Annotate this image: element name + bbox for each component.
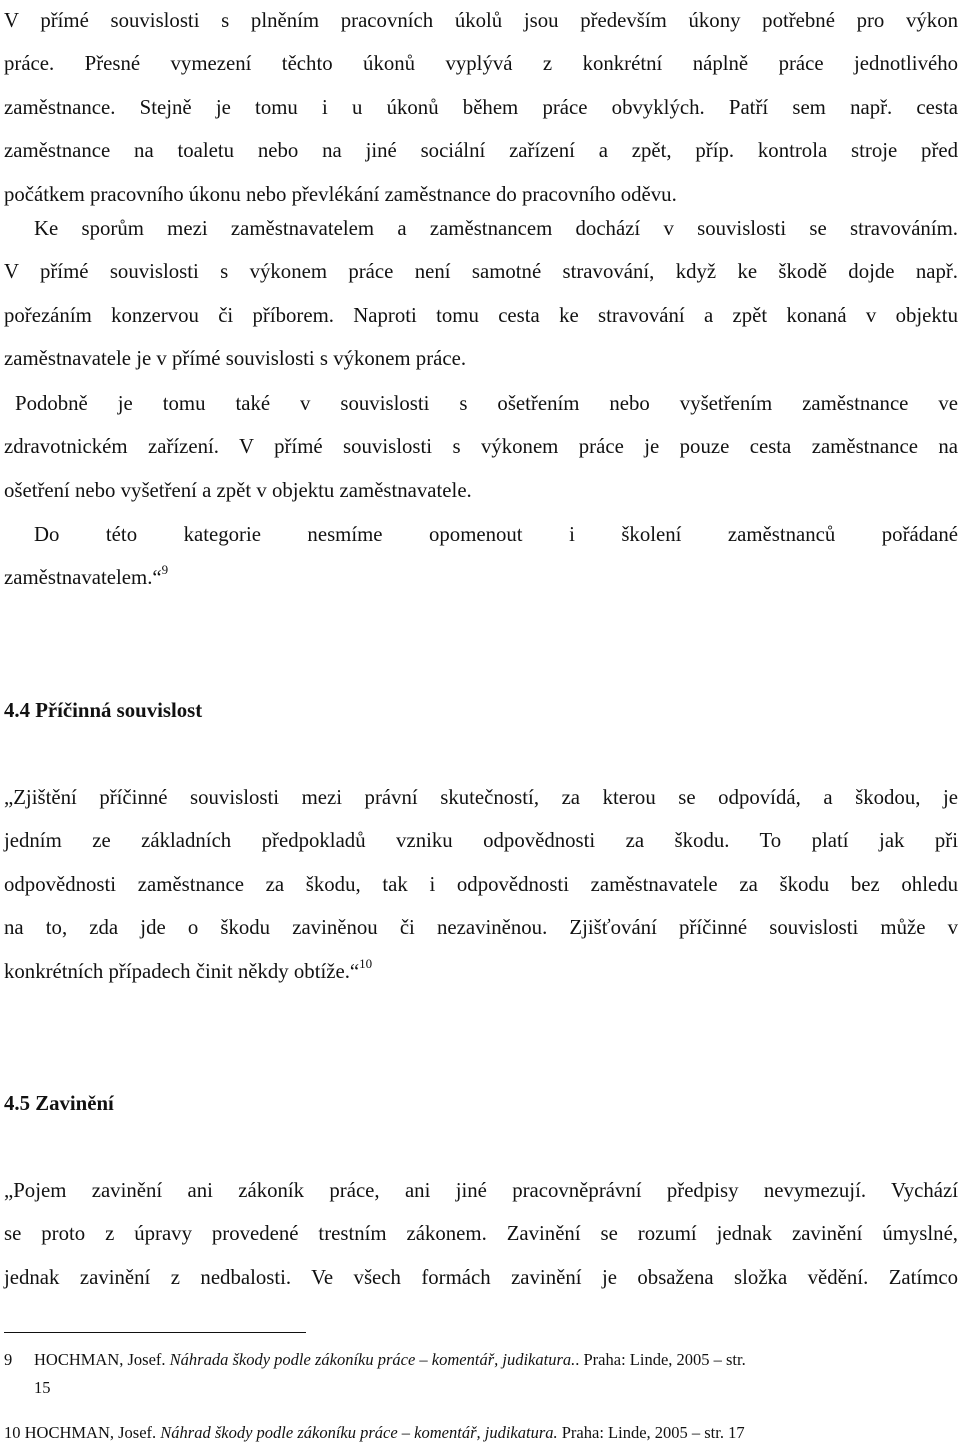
text-fragment: zaměstnavatelem.“ bbox=[4, 566, 162, 590]
text-line: Podobně je tomu také v souvislosti s ošetřením nebo vyšetřením zaměstnance ve bbox=[15, 392, 958, 415]
footnote-ref-10[interactable]: 10 bbox=[359, 955, 373, 971]
text-line: „Pojem zavinění ani zákoník práce, ani jiné pracovněprávní předpisy nevymezují. Vychází bbox=[4, 1179, 958, 1202]
footnote-publisher: . Praha: Linde, 2005 – str. bbox=[575, 1350, 746, 1369]
footnote-9 bbox=[4, 1346, 958, 1402]
paragraph-6 bbox=[4, 1169, 958, 1299]
footnote-page: 15 bbox=[34, 1378, 51, 1397]
text-line: se proto z úpravy provedené trestním zákonem. Zavinění se rozumí jednak zavinění úmyslné, bbox=[4, 1222, 958, 1246]
footnote-author: HOCHMAN, Josef. bbox=[34, 1350, 166, 1369]
footnote-author: HOCHMAN, Josef. bbox=[24, 1423, 157, 1442]
text-line: Do této kategorie nesmíme opomenout i školení zaměstnanců pořádané bbox=[34, 523, 958, 546]
footnote-title: Náhrada škody podle zákoníku práce – komentář, judikatura. bbox=[169, 1350, 576, 1369]
text-line bbox=[4, 556, 958, 599]
paragraph-5 bbox=[4, 776, 958, 993]
text-line: odpovědnosti zaměstnance za škodu, tak i odpovědnosti zaměstnavatele za škodu bez ohledu bbox=[4, 872, 958, 896]
text-line: Ke sporům mezi zaměstnavatelem a zaměstnancem dochází v souvislosti se stravováním. bbox=[34, 217, 958, 240]
text-line: „Zjištění příčinné souvislosti mezi právní skutečností, za kterou se odpovídá, a škodou, je bbox=[4, 786, 958, 809]
text-line: V přímé souvislosti s výkonem práce není samotné stravování, když ke škodě dojde např. bbox=[4, 260, 958, 284]
text-line: zdravotnickém zařízení. V přímé souvislosti s výkonem práce je pouze cesta zaměstnance na bbox=[4, 435, 958, 459]
text-line: na to, zda jde o škodu zaviněnou či nezaviněnou. Zjišťování příčinné souvislosti může v bbox=[4, 916, 958, 940]
section-heading-4-4: 4.4 Příčinná souvislost bbox=[4, 699, 203, 722]
section-heading-4-5: 4.5 Zavinění bbox=[4, 1092, 114, 1115]
footnote-title: Náhrad škody podle zákoníku práce – komentář, judikatura. bbox=[160, 1423, 558, 1442]
text-line: zaměstnavatele je v přímé souvislosti s výkonem práce. bbox=[4, 347, 467, 371]
footnote-10 bbox=[4, 1419, 958, 1447]
text-fragment: konkrétních případech činit někdy obtíže.“ bbox=[4, 959, 360, 983]
footnote-number: 10 bbox=[4, 1423, 21, 1442]
text-line: zaměstnance. Stejně je tomu i u úkonů během práce obvyklých. Patří sem např. cesta bbox=[4, 95, 958, 119]
footnote-continuation bbox=[4, 1374, 958, 1402]
footnote-number: 9 bbox=[4, 1350, 13, 1369]
footnote-ref-9[interactable]: 9 bbox=[161, 562, 169, 578]
paragraph-2 bbox=[4, 207, 958, 381]
text-line: V přímé souvislosti s plněním pracovních úkolů jsou především úkony potřebné pro výkon bbox=[4, 9, 958, 32]
text-line: zaměstnance na toaletu nebo na jiné sociální zařízení a zpět, příp. kontrola stroje před bbox=[4, 139, 958, 163]
paragraph-4 bbox=[4, 513, 958, 600]
paragraph-1 bbox=[4, 0, 958, 216]
text-line: práce. Přesné vymezení těchto úkonů vyplývá z konkrétní náplně práce jednotlivého bbox=[4, 52, 958, 76]
footnote-publisher: Praha: Linde, 2005 – str. 17 bbox=[557, 1423, 745, 1442]
text-line: počátkem pracovního úkonu nebo převlékání zaměstnance do pracovního oděvu. bbox=[4, 182, 677, 206]
text-line: ošetření nebo vyšetření a zpět v objektu zaměstnavatele. bbox=[4, 478, 472, 502]
text-line: jednak zavinění z nedbalosti. Ve všech formách zavinění je obsažena složka vědění. Zatímco bbox=[4, 1265, 958, 1289]
footnote-separator bbox=[4, 1332, 306, 1333]
paragraph-3 bbox=[4, 382, 958, 512]
text-line: pořezáním konzervou či příborem. Naproti tomu cesta ke stravování a zpět konaná v objektu bbox=[4, 303, 958, 327]
text-line: jedním ze základních předpokladů vzniku odpovědnosti za škodu. To platí jak při bbox=[4, 829, 958, 853]
text-line bbox=[4, 950, 958, 993]
